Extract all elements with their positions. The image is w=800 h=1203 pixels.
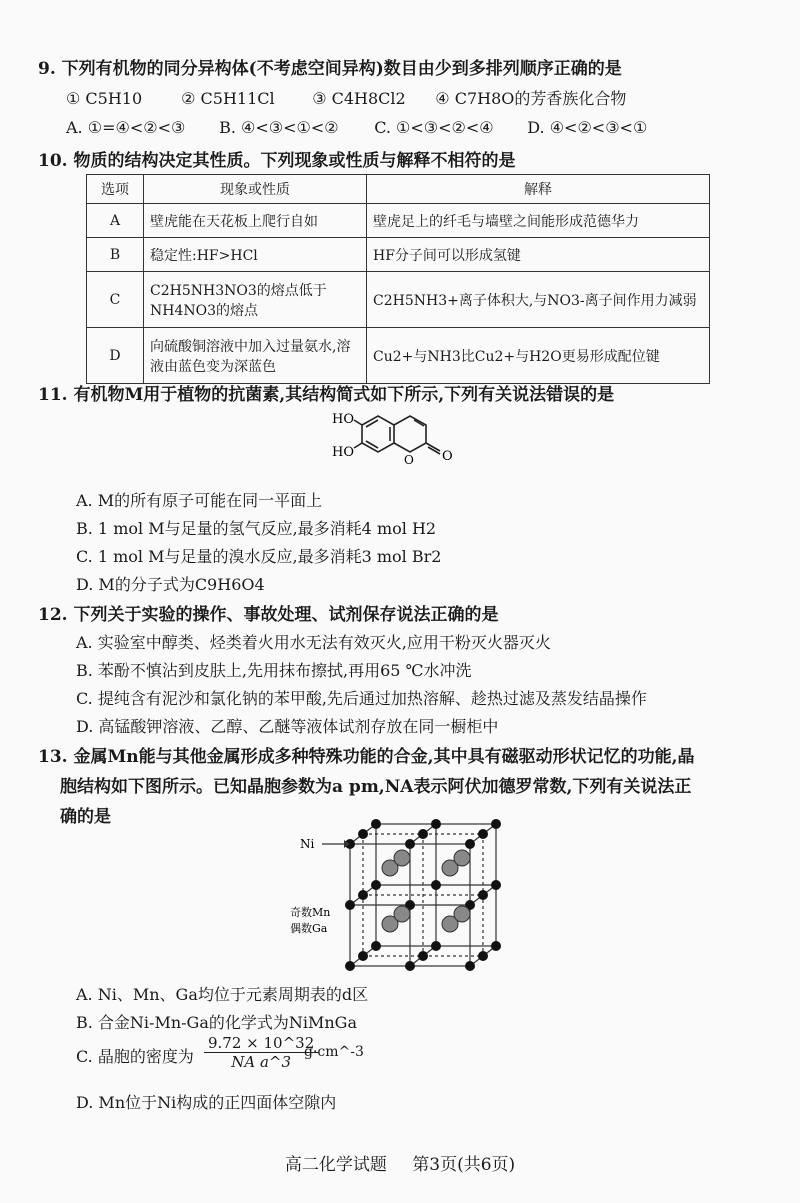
ho-label-1: HO <box>332 412 354 427</box>
q9-item-1: ① C5H10 <box>66 89 143 108</box>
q9-choice-a[interactable]: A. ①=④<②<③ <box>66 118 186 137</box>
density-unit: g·cm^-3 <box>304 1044 364 1060</box>
mn-ga-atoms <box>382 850 470 932</box>
table-row[interactable] <box>87 328 710 384</box>
q10-row-b-explanation: HF分子间可以形成氢键 <box>367 238 710 272</box>
q10-row-d-phenomenon: 向硫酸铜溶液中加入过量氨水,溶液由蓝色变为深蓝色 <box>144 328 367 384</box>
q9-choice-b[interactable]: B. ④<③<①<② <box>219 118 339 137</box>
coumarin-structure <box>328 404 488 470</box>
q10-header-explanation: 解释 <box>367 175 710 204</box>
carbonyl-o-label: O <box>442 449 453 464</box>
table-row[interactable] <box>87 238 710 272</box>
mn-label: 奇数Mn <box>290 906 331 919</box>
q12-stem: 12. 下列关于实验的操作、事故处理、试剂保存说法正确的是 <box>38 605 499 625</box>
q9-choices <box>66 118 647 137</box>
table-row[interactable] <box>87 272 710 328</box>
q10-row-a-explanation: 壁虎足上的纤毛与墙壁之间能形成范德华力 <box>367 204 710 238</box>
q10-row-c-phenomenon: C2H5NH3NO3的熔点低于NH4NO3的熔点 <box>144 272 367 328</box>
q13-stem-line3: 确的是 <box>60 807 111 827</box>
q12-choice-b[interactable]: B. 苯酚不慎沾到皮肤上,先用抹布擦拭,再用65 ℃水冲洗 <box>76 661 472 680</box>
density-fraction <box>204 1034 318 1071</box>
q9-item-3: ③ C4H8Cl2 <box>312 89 406 108</box>
q13-stem-line2: 胞结构如下图所示。已知晶胞参数为a pm,NA表示阿伏加德罗常数,下列有关说法正 <box>60 777 692 797</box>
q13-choice-a[interactable]: A. Ni、Mn、Ga均位于元素周期表的d区 <box>76 985 369 1004</box>
q12-choice-d[interactable]: D. 高锰酸钾溶液、乙醇、乙醚等液体试剂存放在同一橱柜中 <box>76 717 499 736</box>
q10-row-c-option: C <box>87 272 144 328</box>
crystal-cell-figure <box>290 816 540 978</box>
ring-o-label: O <box>404 453 414 467</box>
footer-title: 高二化学试题 <box>284 1155 387 1175</box>
q10-table-header <box>87 175 710 204</box>
q9-item-4: ④ C7H8O的芳香族化合物 <box>435 89 627 108</box>
q10-table <box>86 174 710 384</box>
q10-row-a-option: A <box>87 204 144 238</box>
q13-choice-c[interactable]: C. 晶胞的密度为 <box>76 1047 194 1066</box>
q10-row-c-explanation: C2H5NH3+离子体积大,与NO3-离子间作用力减弱 <box>367 272 710 328</box>
page-footer <box>0 1150 800 1175</box>
q13-choice-b[interactable]: B. 合金Ni-Mn-Ga的化学式为NiMnGa <box>76 1013 357 1032</box>
density-numerator: 9.72 × 10^32 <box>204 1034 318 1053</box>
q10-row-b-option: B <box>87 238 144 272</box>
q11-stem: 11. 有机物M用于植物的抗菌素,其结构简式如下所示,下列有关说法错误的是 <box>38 385 615 405</box>
q12-choice-c[interactable]: C. 提纯含有泥沙和氯化钠的苯甲酸,先后通过加热溶解、趁热过滤及蒸发结晶操作 <box>76 689 647 708</box>
q11-choice-a[interactable]: A. M的所有原子可能在同一平面上 <box>76 491 323 510</box>
ho-label-2: HO <box>332 445 354 460</box>
q13-stem-line1: 13. 金属Mn能与其他金属形成多种特殊功能的合金,其中具有磁驱动形状记忆的功能,晶 <box>38 747 695 767</box>
q13-choice-d[interactable]: D. Mn位于Ni构成的正四面体空隙内 <box>76 1093 337 1112</box>
q9-items <box>66 86 626 109</box>
q9-choice-d[interactable]: D. ④<②<③<① <box>527 118 648 137</box>
q9-item-2: ② C5H11Cl <box>181 89 275 108</box>
q12-choice-a[interactable]: A. 实验室中醇类、烃类着火用水无法有效灭火,应用干粉灭火器灭火 <box>76 633 551 652</box>
ga-label: 偶数Ga <box>290 922 328 935</box>
table-row[interactable] <box>87 204 710 238</box>
structure-bonds <box>354 416 440 454</box>
q10-header-option: 选项 <box>87 175 144 204</box>
q11-choice-c[interactable]: C. 1 mol M与足量的溴水反应,最多消耗3 mol Br2 <box>76 547 442 566</box>
q9-choice-c[interactable]: C. ①<③<②<④ <box>374 118 494 137</box>
q10-row-b-phenomenon: 稳定性:HF>HCl <box>144 238 367 272</box>
q11-choice-d[interactable]: D. M的分子式为C9H6O4 <box>76 575 265 594</box>
q9-stem: 9. 下列有机物的同分异构体(不考虑空间异构)数目由少到多排列顺序正确的是 <box>38 59 622 79</box>
q10-header-phenomenon: 现象或性质 <box>144 175 367 204</box>
q10-row-d-explanation: Cu2+与NH3比Cu2+与H2O更易形成配位键 <box>367 328 710 384</box>
ni-label: Ni <box>300 837 315 851</box>
q10-row-a-phenomenon: 壁虎能在天花板上爬行自如 <box>144 204 367 238</box>
q10-row-d-option: D <box>87 328 144 384</box>
page-number: 第3页(共6页) <box>412 1155 516 1175</box>
q10-stem: 10. 物质的结构决定其性质。下列现象或性质与解释不相符的是 <box>38 151 516 171</box>
q11-choice-b[interactable]: B. 1 mol M与足量的氢气反应,最多消耗4 mol H2 <box>76 519 437 538</box>
density-denominator: NA a^3 <box>231 1053 292 1071</box>
